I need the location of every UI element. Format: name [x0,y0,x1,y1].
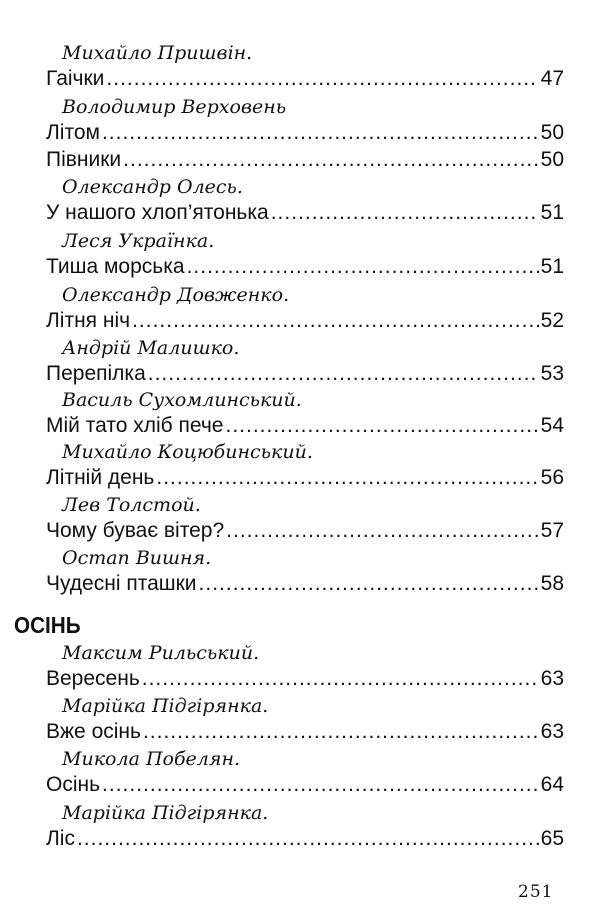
dot-leader [123,147,538,173]
author-name: Василь Сухомлинський. [62,389,302,411]
author-name: Михайло Пришвін. [62,42,253,64]
entry-page: 56 [540,466,564,489]
entry-title: Мій тато хліб пече [46,414,224,437]
entry-title: Тиша морська [46,255,185,278]
entry-page: 51 [540,255,564,278]
toc-entry [46,120,564,146]
dot-leader [142,666,539,692]
entry-title: Півники [46,148,122,171]
dot-leader [225,413,538,439]
author-name: Остап Вишня. [62,547,212,569]
entry-page: 50 [540,121,564,144]
author-name: Олександр Довженко. [62,284,290,306]
author-name: Лев Толстой. [62,494,201,516]
entry-title: Вересень [46,667,140,690]
entry-page: 65 [540,827,564,850]
author-name: Леся Українка. [62,230,215,252]
toc-entry [46,66,564,92]
dot-leader [143,719,539,745]
dot-leader [226,518,538,544]
dot-leader [156,465,538,491]
entry-title: Літній день [46,466,155,489]
entry-page: 50 [540,148,564,171]
toc-entry [46,465,564,491]
author-name: Андрій Малишко. [62,337,240,359]
dot-leader [102,120,539,146]
toc-entry [46,361,564,387]
toc-entry [46,772,564,798]
section-heading: ОСІНЬ [14,612,81,638]
entry-page: 58 [540,572,564,595]
dot-leader [148,361,539,387]
dot-leader [271,200,539,226]
author-name: Марійка Підгірянка. [62,695,269,717]
toc-entry [46,200,564,226]
entry-page: 51 [540,201,564,224]
entry-title: Чому буває вітер? [46,519,225,542]
dot-leader [187,254,539,280]
entry-title: У нашого хлоп’ятонька [46,201,269,224]
entry-title: Гаічки [46,67,105,90]
author-name: Максим Рильський. [62,642,260,664]
entry-title: Чудесні пташки [46,572,197,595]
author-name: Марійка Підгірянка. [62,802,269,824]
entry-page: 63 [540,667,564,690]
toc-entry [46,826,564,852]
author-name: Олександр Олесь. [62,176,243,198]
toc-entry [46,308,564,334]
dot-leader [106,66,538,92]
dot-leader [132,308,539,334]
dot-leader [77,826,539,852]
author-name: Микола Побелян. [62,748,241,770]
entry-page: 53 [540,362,564,385]
entry-title: Осінь [46,773,101,796]
toc-entry [46,719,564,745]
toc-entry [46,254,564,280]
entry-page: 57 [540,519,564,542]
entry-title: Ліс [46,827,75,850]
author-name: Володимир Верховень [62,96,287,118]
entry-page: 47 [540,67,564,90]
toc-entry [46,413,564,439]
toc-entry [46,571,564,597]
entry-title: Вже осінь [46,720,141,743]
entry-page: 52 [540,309,564,332]
toc-entry [46,147,564,173]
entry-page: 54 [540,414,564,437]
entry-page: 63 [540,720,564,743]
dot-leader [102,772,539,798]
page-number: 251 [518,882,554,902]
dot-leader [199,571,539,597]
entry-title: Літня ніч [46,309,131,332]
toc-entry [46,518,564,544]
author-name: Михайло Коцюбинський. [62,441,313,463]
toc-entry [46,666,564,692]
entry-title: Перепілка [46,362,146,385]
entry-title: Літом [46,121,100,144]
entry-page: 64 [540,773,564,796]
